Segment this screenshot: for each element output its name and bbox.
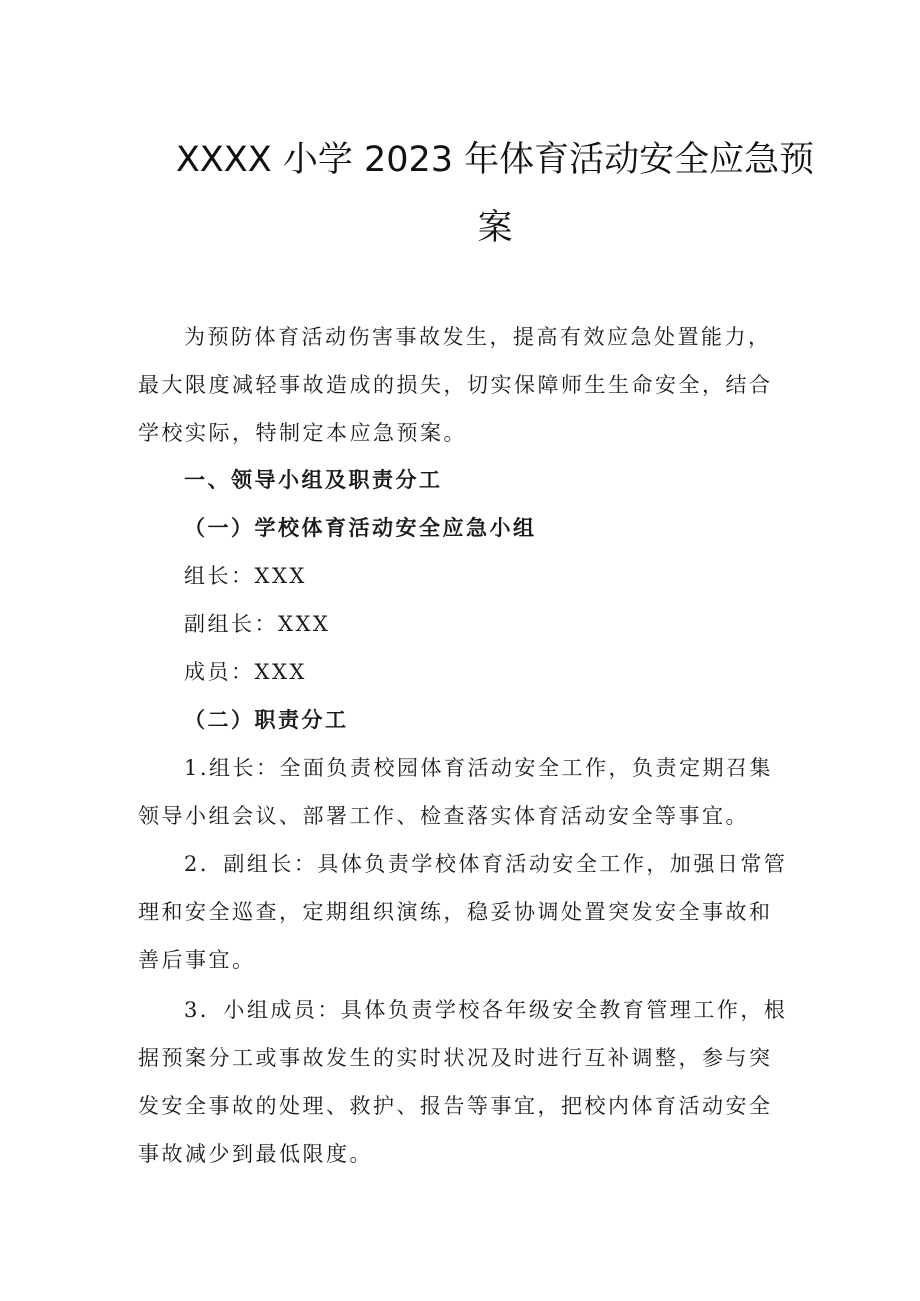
document-title-line-1: XXXX 小学 2023 年体育活动安全应急预 (175, 140, 815, 180)
leader-line: 组长：XXX (184, 564, 307, 588)
intro-paragraph: 为预防体育活动伤害事故发生，提高有效应急处置能力，最大限度减轻事故造成的损失，切实保障师生生命安全，结合学校实际，特制定本应急预案。 (138, 325, 773, 445)
subsection-1-heading: （一）学校体育活动安全应急小组 (184, 515, 537, 540)
duty-1-paragraph: 1.组长：全面负责校园体育活动安全工作，负责定期召集领导小组会议、部署工作、检查落实体育活动安全等事宜。 (138, 756, 774, 828)
section-1-heading: 一、领导小组及职责分工 (184, 467, 443, 492)
duty-3-paragraph: 3．小组成员：具体负责学校各年级安全教育管理工作，根据预案分工或事故发生的实时状况及时进行互补调整，参与突发安全事故的处理、救护、报告等事宜，把校内体育活动安全事故减少到最低限度。 (138, 998, 788, 1166)
subsection-2-heading: （二）职责分工 (184, 707, 349, 732)
duty-2-paragraph: 2．副组长：具体负责学校体育活动安全工作，加强日常管理和安全巡查，定期组织演练，稳妥协调处置突发安全事故和善后事宜。 (138, 852, 788, 972)
members-line: 成员：XXX (184, 660, 307, 684)
document-title-line-2: 案 (477, 208, 513, 248)
deputy-leader-line: 副组长：XXX (184, 612, 331, 636)
